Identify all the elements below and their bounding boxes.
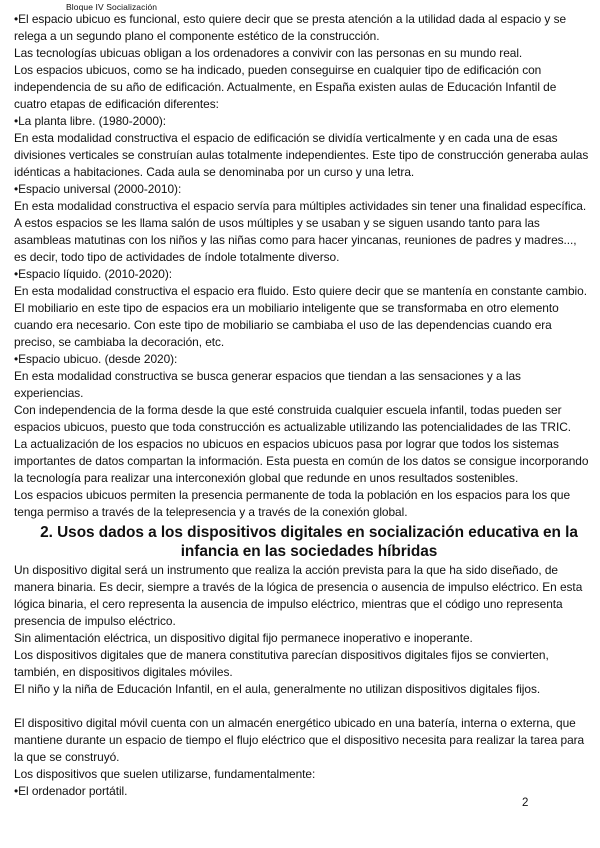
section-heading: 2. Usos dados a los dispositivos digitales en socialización educativa en la infancia en las sociedades híbridas — [40, 524, 578, 560]
bullet-item: •Espacio líquido. (2010-2020): — [14, 267, 173, 281]
bullet-item: •Espacio ubicuo. (desde 2020): — [14, 352, 178, 366]
paragraph: En esta modalidad constructiva el espacio de edificación se dividía verticalmente y en cada una de esas divisiones verticales se construían aulas totalmente independientes. Este tipo de construcción generaba aulas idénticas a habitaciones. Cada aula se denominaba por un curso y una letra. — [14, 131, 589, 179]
paragraph: Un dispositivo digital será un instrumento que realiza la acción prevista para la que ha sido diseñado, de manera binaria. Es decir, siempre a través de la lógica de presencia o ausencia de impulso eléctrico. En esta lógica binaria, el cero representa la ausencia de impulso eléctrico, mientras que el código uno representa presencia de impulso eléctrico. — [14, 563, 583, 628]
paragraph: La actualización de los espacios no ubicuos en espacios ubicuos pasa por lograr que todos los sistemas importantes de datos compartan la información. Esta puesta en común de los datos se consigue incorporando la tecnología para realizar una interconexión global que redunde en unos resultados sostenibles. — [14, 437, 589, 485]
paragraph: •El espacio ubicuo es funcional, esto quiere decir que se presta atención a la utilidad dada al espacio y se relega a un segundo plano el componente estético de la construcción. — [14, 12, 567, 43]
paragraph: Los espacios ubicuos, como se ha indicado, pueden conseguirse en cualquier tipo de edificación con independencia de su año de edificación. Actualmente, en España existen aulas de Educación Infantil de cuatro etapas de edificación diferentes: — [14, 63, 557, 111]
paragraph: Las tecnologías ubicuas obligan a los ordenadores a convivir con las personas en su mundo real. — [14, 46, 523, 60]
bullet-item: •La planta libre. (1980-2000): — [14, 114, 167, 128]
paragraph: Con independencia de la forma desde la que esté construida cualquier escuela infantil, todas pueden ser espacios ubicuos, puesto que toda construcción es actualizable utilizando las potencialidades de las TRIC. — [14, 403, 571, 434]
paragraph: El niño y la niña de Educación Infantil, en el aula, generalmente no utilizan dispositivos digitales fijos. — [14, 682, 541, 696]
paragraph: En esta modalidad constructiva el espacio era fluido. Esto quiere decir que se mantenía en constante cambio. El mobiliario en este tipo de espacios era un mobiliario inteligente que se transformaba en otro elemento cuando era necesario. Con este tipo de mobiliario se cambiaba el uso de las dependencias cuando era preciso, se cambiaba la decoración, etc. — [14, 284, 587, 349]
paragraph: Los dispositivos digitales que de manera constitutiva parecían dispositivos digitales fijos se convierten, también, en dispositivos digitales móviles. — [14, 648, 549, 679]
blank-line — [14, 698, 590, 715]
paragraph: En esta modalidad constructiva el espacio servía para múltiples actividades sin tener una finalidad específica. A estos espacios se les llama salón de usos múltiples y se usaban y se siguen usando tanto para las asambleas matutinas con los niños y las niñas como para hacer yincanas, reuniones de padres y madres..., es decir, todo tipo de actividades de índole totalmente diverso. — [14, 199, 587, 264]
bullet-item: •Espacio universal (2000-2010): — [14, 182, 182, 196]
bullet-item: •El ordenador portátil. — [14, 784, 128, 798]
paragraph: El dispositivo digital móvil cuenta con un almacén energético ubicado en una batería, interna o externa, que mantiene durante un espacio de tiempo el flujo eléctrico que el dispositivo necesita para realizar la tarea para la que se construyó. — [14, 716, 585, 764]
paragraph: Los espacios ubicuos permiten la presencia permanente de toda la población en los espacios para los que tenga permiso a través de la telepresencia y a través de la conexión global. — [14, 488, 571, 519]
page-number: 2 — [522, 797, 529, 809]
paragraph: Los dispositivos que suelen utilizarse, fundamentalmente: — [14, 767, 316, 781]
paragraph: Sin alimentación eléctrica, un dispositivo digital fijo permanece inoperativo e inoperante. — [14, 631, 473, 645]
document-body — [14, 11, 590, 800]
running-header: Bloque IV Socialización — [66, 2, 158, 12]
paragraph: En esta modalidad constructiva se busca generar espacios que tiendan a las sensaciones y a las experiencias. — [14, 369, 521, 400]
